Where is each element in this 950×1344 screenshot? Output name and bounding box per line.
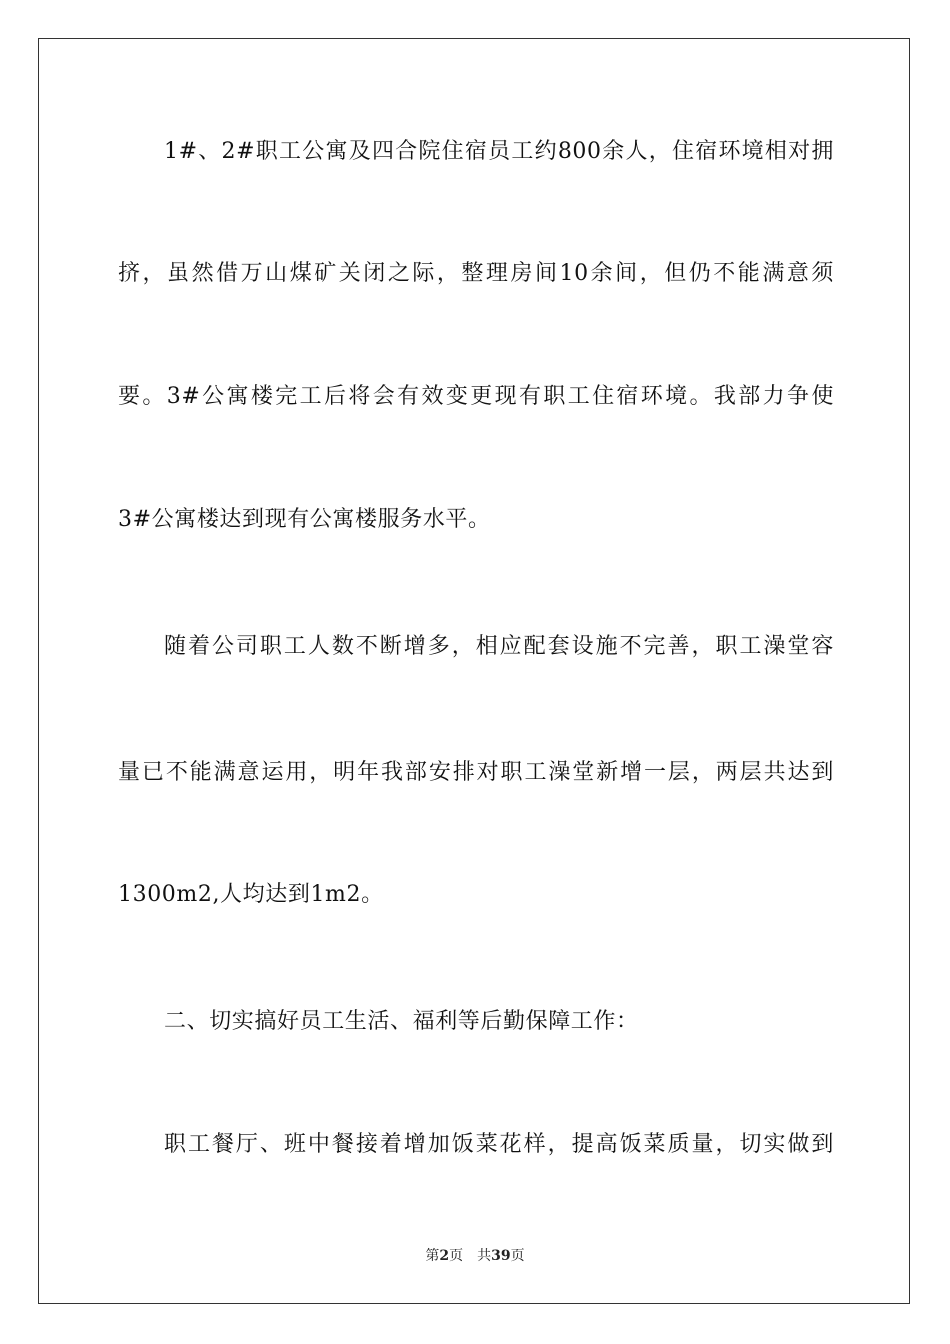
paragraph-3-line-1: 职工餐厅、班中餐接着增加饭菜花样，提高饭菜质量，切实做到 <box>164 1132 834 1157</box>
paragraph-1-line-1: 1#、2#职工公寓及四合院住宿员工约800余人，住宿环境相对拥 <box>164 139 834 164</box>
footer-page-prefix: 第 <box>425 1248 440 1264</box>
paragraph-2-line-3: 1300m2,人均达到1m2。 <box>118 882 384 907</box>
paragraph-2-line-1: 随着公司职工人数不断增多，相应配套设施不完善，职工澡堂容 <box>164 634 834 659</box>
paragraph-2-line-2: 量已不能满意运用，明年我部安排对职工澡堂新增一层，两层共达到 <box>118 760 834 785</box>
footer-total-suffix: 页 <box>510 1248 525 1264</box>
page-border <box>38 38 910 1304</box>
paragraph-1-line-2: 挤，虽然借万山煤矿关闭之际，整理房间10余间，但仍不能满意须 <box>118 261 834 286</box>
footer-page-number: 2 <box>439 1248 450 1264</box>
section-heading: 二、切实搞好员工生活、福利等后勤保障工作： <box>164 1009 639 1034</box>
footer-total-pages: 39 <box>491 1248 511 1264</box>
page-footer <box>0 1246 950 1266</box>
footer-page-suffix: 页 <box>449 1248 464 1264</box>
paragraph-1-line-4: 3#公寓楼达到现有公寓楼服务水平。 <box>118 507 491 532</box>
paragraph-1-line-3: 要。3#公寓楼完工后将会有效变更现有职工住宿环境。我部力争使 <box>118 384 834 409</box>
footer-total-prefix: 共 <box>477 1248 492 1264</box>
